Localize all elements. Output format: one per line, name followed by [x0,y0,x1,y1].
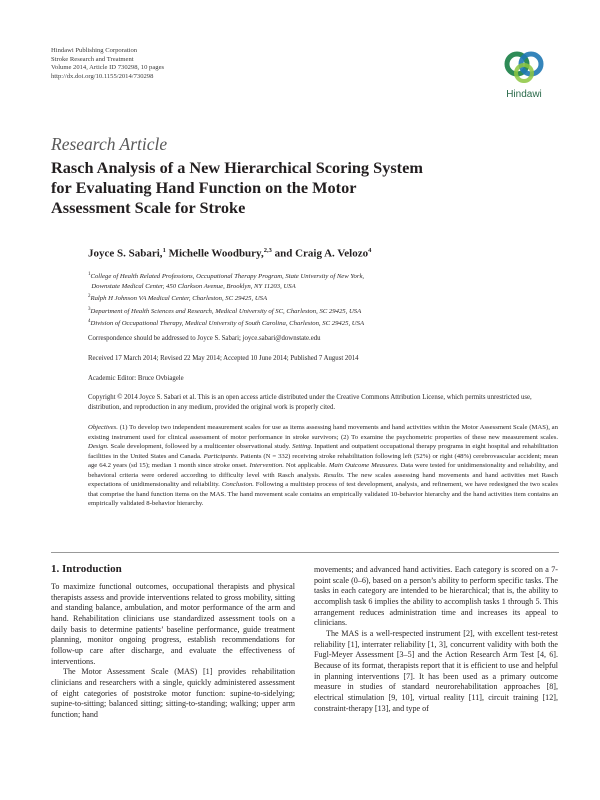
publication-dates: Received 17 March 2014; Revised 22 May 2014; Accepted 10 June 2014; Published 7 August 2014 [88,355,359,362]
affiliation-text: Division of Occupational Therapy, Medical University of South Carolina, Charleston, SC 29425, USA [90,320,365,328]
abstract-text: Data were tested for unidimensionality and reliability, and behavioral criteria were ordered according to difficulty level with Rasch analysis. [88,462,558,479]
abstract-label: Design. [88,443,109,450]
author-list [88,247,371,260]
journal-name: Stroke Research and Treatment [51,55,134,63]
abstract-label: Conclusion. [221,481,254,488]
body-paragraph: To maximize functional outcomes, occupational therapists and physical therapists assess and provide interventions related to gross mobility, sitting and standing balance, ambulation, and motor performance of the arm and hand. Rehabilitation clinicians use standardized assessment tools on a daily basis to determine patients’ baseline performance, guide treatment planning, monitor ongoing progress, establish recommendations for follow-up care after discharge, and evaluate the effectiveness of interventions. [51,582,295,666]
abstract-text: Inpatient and outpatient occupational therapy programs in eight hospital and rehabilitation facilities in the United States and Canada. [88,443,558,460]
abstract-label: Objectives. [88,424,118,431]
affiliation-1 [88,270,548,291]
abstract-text: Scale development, followed by a multicenter observational study. [108,443,293,450]
article-type: Research Article [51,134,168,154]
body-paragraph: movements; and advanced hand activities. Each category is scored on a 7-point scale (0–6), based on a person’s ability to perform specific tasks. The tasks in each category are intended to be hierarchical; that is, the ability to accomplish task 6 implies the ability to accomplish tasks 1 through 5. This arrangement reduces administration time and increases its appeal to clinicians. [314,565,558,628]
affiliation-3 [88,305,548,317]
academic-editor: Academic Editor: Bruce Ovbiagele [88,375,184,382]
affiliation-4 [88,317,548,329]
affiliation-num: 4 [88,319,91,324]
abstract [88,423,558,509]
section-divider [51,552,559,553]
abstract-label: Main Outcome Measures. [328,462,399,469]
author-sup: 2,3 [263,247,272,254]
body-column-right [314,565,558,714]
affiliation-num: 1 [88,272,91,277]
abstract-text: (1) To develop two independent measurement scales for use as items assessing hand movements and hand activities within the Motor Assessment Scale (MAS), an existing instrument used for clinical assessment of motor performance in stroke survivors; (2) To examine the psychometric properties of these new measurement scales. [88,424,558,441]
affiliation-text: Ralph H Johnson VA Medical Center, Charleston, SC 29425, USA [90,295,268,303]
abstract-label: Results. [323,471,345,479]
author-name[interactable]: Michelle Woodbury, [168,247,264,260]
affiliation-text: Department of Health Sciences and Research, Medical University of SC, Charleston, SC 29425, USA [90,308,362,316]
volume-line: Volume 2014, Article ID 730298, 10 pages [51,64,165,72]
correspondence: Correspondence should be addressed to Joyce S. Sabari; joyce.sabari@downstate.edu [88,335,321,342]
affiliation-num: 3 [88,307,91,312]
body-column-left [51,582,295,721]
journal-header [51,47,164,81]
author-name[interactable]: Joyce S. Sabari, [88,247,163,260]
body-paragraph: The MAS is a well-respected instrument [2], with excellent test-retest reliability [1], interrater reliability [1, 3], concurrent validity with both the Fugl-Meyer Assessment [3–5] and the Action Research Arm Test [4, 6]. Because of its format, therapists report that it is efficient to use and helpful in planning interventions [7]. It has been used as a primary outcome measure in studies of standard neurorehabilitation approaches [8], electrical stimulation [9, 10], virtual reality [11], circuit training [12], constraint-therapy [13], and type of [314,628,558,713]
copyright-notice: Copyright © 2014 Joyce S. Sabari et al. This is an open access article distributed under the Creative Commons Attribution License, which permits unrestricted use, distribution, and reproduction in any medium, provided the original work is properly cited. [88,394,532,411]
abstract-text: Patients (N = 332) receiving stroke rehabilitation following left (52%) or right (48%) cerebrovascular accident; mean age 64.2 years (sd 15); median 1 month since stroke onset. [88,452,559,469]
abstract-label: Intervention. [249,462,284,469]
author-sup: 4 [368,247,372,254]
hindawi-logo-icon [494,45,554,89]
abstract-label: Setting. [292,443,313,450]
author-sup: 1 [162,247,166,254]
abstract-text: The new scales assessing hand movements and hand activities met Rasch expectations of unidimensionality and reliability. [88,471,558,488]
affiliation-text: Downstate Medical Center, 450 Clarkson Avenue, Brooklyn, NY 11203, USA [91,282,296,290]
affiliation-num: 2 [88,294,91,299]
abstract-text: Not applicable. [283,462,329,469]
abstract-text: Following a multistep process of test development, analysis, and refinement, we have redesigned the two scales that comprise the hand function items on the MAS. The hand movement scale contains an empirically validated 10-behavior hierarchy and the hand activities item contains an empirically validated 8-behavior hierarchy. [88,481,558,507]
paper-title: Rasch Analysis of a New Hierarchical Scoring System for Evaluating Hand Function on the Motor Assessment Scale for Stroke [51,158,423,217]
author-name[interactable]: and Craig A. Velozo [274,247,369,260]
logo-wordmark: Hindawi [506,89,542,100]
affiliation-2 [88,292,548,304]
doi-link[interactable]: http://dx.doi.org/10.1155/2014/730298 [51,72,154,80]
abstract-label: Participants. [203,452,239,460]
affiliation-text: College of Health Related Professions, Occupational Therapy Program, State University of New York, [90,273,365,281]
body-paragraph: The Motor Assessment Scale (MAS) [1] provides rehabilitation clinicians and researchers with a single, quickly administered assessment of eight categories of poststroke motor function: supine-to-sidelying; supine-to-sitting; balanced sitting; sitting-to-standing; walking; upper arm function; hand [51,667,295,719]
publisher-line: Hindawi Publishing Corporation [51,47,138,54]
hindawi-logo[interactable] [494,45,554,105]
section-heading: 1. Introduction [51,563,122,575]
